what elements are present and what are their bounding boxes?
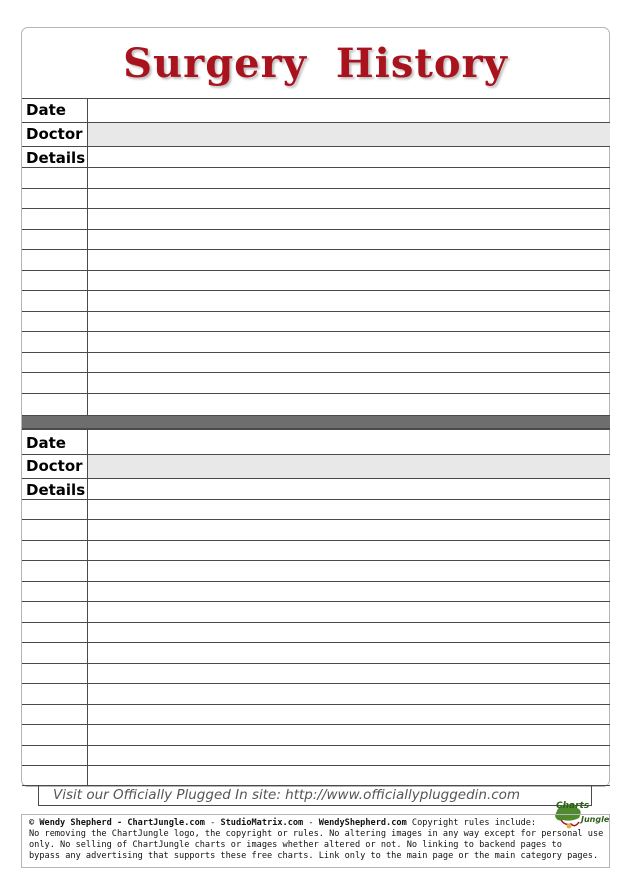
doctor-row (22, 122, 610, 146)
blank-row (22, 249, 610, 270)
doctor-label: Doctor (22, 455, 88, 478)
blank-field[interactable] (88, 230, 610, 249)
blank-field[interactable] (88, 209, 610, 229)
blank-row (22, 290, 610, 311)
logo-text-jungle: Jungle (581, 815, 610, 824)
blank-row (22, 393, 610, 415)
rules-intro: Copyright rules include: (406, 818, 537, 828)
page-title: Surgery History (123, 40, 508, 87)
blank-row (22, 188, 610, 208)
blank-row (22, 745, 610, 765)
blank-row (22, 765, 610, 785)
blank-field[interactable] (88, 250, 610, 270)
blank-row (22, 622, 610, 642)
blank-row (22, 519, 610, 540)
date-label: Date (22, 430, 88, 454)
blank-row (22, 601, 610, 622)
blank-field[interactable] (88, 271, 610, 290)
site-link-wendyshepherd[interactable]: WendyShepherd.com (318, 818, 407, 828)
blank-field[interactable] (88, 500, 610, 519)
blank-cell (22, 582, 88, 601)
details-row (22, 478, 610, 499)
details-field[interactable] (88, 479, 610, 499)
blank-row (22, 724, 610, 745)
blank-row (22, 352, 610, 372)
blank-cell (22, 332, 88, 352)
blank-cell (22, 230, 88, 249)
site-link-studiomatrix[interactable]: StudioMatrix.com (220, 818, 304, 828)
date-row (22, 429, 610, 454)
date-row (22, 98, 610, 122)
date-label: Date (22, 99, 88, 122)
blank-field[interactable] (88, 746, 610, 765)
date-field[interactable] (88, 430, 610, 454)
blank-field[interactable] (88, 520, 610, 540)
doctor-label: Doctor (22, 123, 88, 146)
blank-field[interactable] (88, 602, 610, 622)
blank-cell (22, 643, 88, 663)
copyright-line-2: No removing the ChartJungle logo, the copyright or rules. No altering images in any way except for personal use (29, 829, 604, 839)
blank-field[interactable] (88, 312, 610, 331)
blank-field[interactable] (88, 189, 610, 208)
blank-cell (22, 291, 88, 311)
blank-row (22, 372, 610, 393)
blank-field[interactable] (88, 541, 610, 560)
blank-row (22, 540, 610, 560)
blank-field[interactable] (88, 168, 610, 188)
blank-row (22, 704, 610, 724)
blank-field[interactable] (88, 664, 610, 683)
blank-row (22, 683, 610, 704)
blank-field[interactable] (88, 766, 610, 785)
blank-cell (22, 209, 88, 229)
blank-field[interactable] (88, 332, 610, 352)
blank-field[interactable] (88, 291, 610, 311)
blank-cell (22, 520, 88, 540)
blank-row (22, 331, 610, 352)
separator-text: - (303, 818, 319, 828)
blank-field[interactable] (88, 394, 610, 415)
doctor-row (22, 454, 610, 478)
copyright-line-4: bypass any advertising that supports these free charts. Link only to the main page or the main category pages. (29, 851, 599, 861)
blank-cell (22, 561, 88, 581)
copyright-line-3: only. No selling of ChartJungle charts or images whether altered or not. No linking to backend pages to (29, 840, 562, 850)
blank-row (22, 560, 610, 581)
blank-cell (22, 623, 88, 642)
site-link-chartjungle[interactable]: ChartJungle.com (127, 818, 205, 828)
blank-cell (22, 664, 88, 683)
blank-cell (22, 705, 88, 724)
blank-field[interactable] (88, 684, 610, 704)
date-field[interactable] (88, 99, 610, 122)
details-label: Details (22, 147, 88, 167)
blank-cell (22, 602, 88, 622)
blank-field[interactable] (88, 561, 610, 581)
blank-row (22, 581, 610, 601)
blank-row (22, 167, 610, 188)
copyright-line-1 (29, 818, 603, 829)
blank-cell (22, 766, 88, 785)
blank-cell (22, 684, 88, 704)
blank-cell (22, 271, 88, 290)
blank-field[interactable] (88, 373, 610, 393)
blank-field[interactable] (88, 353, 610, 372)
blank-cell (22, 725, 88, 745)
blank-cell (22, 394, 88, 415)
logo-text-charts: Charts (556, 801, 590, 811)
blank-row (22, 642, 610, 663)
blank-field[interactable] (88, 725, 610, 745)
blank-cell (22, 312, 88, 331)
details-label: Details (22, 479, 88, 499)
blank-cell (22, 189, 88, 208)
blank-cell (22, 373, 88, 393)
blank-cell (22, 746, 88, 765)
blank-cell (22, 353, 88, 372)
blank-field[interactable] (88, 582, 610, 601)
doctor-field[interactable] (88, 455, 610, 478)
blank-cell (22, 500, 88, 519)
blank-cell (22, 168, 88, 188)
visit-site-banner[interactable]: Visit our Officially Plugged In site: http://www.officiallypluggedin.com (38, 786, 592, 806)
details-row (22, 146, 610, 167)
blank-row (22, 663, 610, 683)
blank-row (22, 229, 610, 249)
copyright-notice (21, 814, 610, 868)
section-separator (22, 415, 610, 429)
copyright-prefix: © Wendy Shepherd - (29, 818, 128, 828)
blank-cell (22, 541, 88, 560)
blank-row (22, 499, 610, 519)
doctor-field[interactable] (88, 123, 610, 146)
blank-row (22, 311, 610, 331)
blank-cell (22, 250, 88, 270)
blank-row (22, 208, 610, 229)
blank-field[interactable] (88, 705, 610, 724)
blank-row (22, 270, 610, 290)
blank-field[interactable] (88, 623, 610, 642)
separator-text: - (204, 818, 221, 828)
details-field[interactable] (88, 147, 610, 167)
blank-field[interactable] (88, 643, 610, 663)
